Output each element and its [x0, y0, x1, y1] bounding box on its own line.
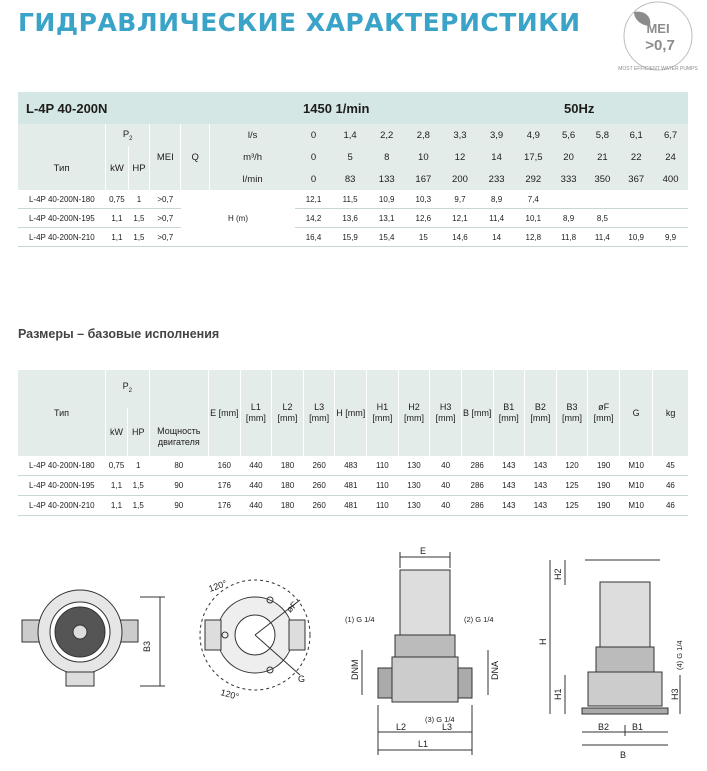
dims-col-hp: HP — [127, 408, 149, 456]
table-cell: 13,1 — [368, 209, 405, 228]
table-cell: 286 — [461, 476, 493, 496]
table-cell: 481 — [335, 496, 367, 516]
table-cell: 130 — [398, 476, 430, 496]
dims-col-b: B [mm] — [461, 370, 493, 456]
m3h-value: 5 — [332, 146, 369, 168]
table-cell: 176 — [209, 476, 241, 496]
label-g4: (4) G 1/4 — [675, 640, 684, 670]
label-g: G — [298, 674, 306, 684]
table-cell: L-4P 40-200N-210 — [18, 228, 106, 247]
unit-ls: l/s — [209, 124, 295, 146]
ls-value: 6,1 — [619, 124, 653, 146]
dims-col-h3: H3 [mm] — [430, 370, 462, 456]
label-f: øF — [284, 599, 300, 615]
table-cell: 160 — [209, 456, 241, 476]
label-e: E — [420, 546, 427, 556]
table-cell: 260 — [303, 496, 335, 516]
table-cell: 110 — [367, 496, 399, 516]
table-cell: M10 — [619, 456, 652, 476]
col-type: Тип — [18, 124, 106, 190]
table-row — [18, 476, 688, 496]
table-cell: 11,8 — [552, 228, 586, 247]
table-cell: 180 — [272, 456, 304, 476]
pump-front-elevation-drawing — [362, 552, 488, 755]
table-cell: 1,5 — [128, 228, 150, 247]
table-cell: 11,4 — [478, 209, 515, 228]
table-cell: >0,7 — [150, 190, 181, 209]
pump-side-elevation-drawing — [550, 560, 680, 745]
label-h: H — [538, 638, 548, 645]
m3h-value: 17,5 — [515, 146, 552, 168]
table-cell — [552, 190, 586, 209]
table-cell: 12,1 — [295, 190, 332, 209]
table-cell: 15,4 — [368, 228, 405, 247]
table-cell: 143 — [525, 456, 557, 476]
table-cell: 40 — [430, 476, 462, 496]
model-name: L-4P 40-200N — [26, 101, 108, 116]
ls-value: 3,9 — [478, 124, 515, 146]
table-cell: 143 — [493, 496, 525, 516]
label-g1: (1) G 1/4 — [345, 615, 375, 624]
table-cell: >0,7 — [150, 209, 181, 228]
flange-view-drawing — [200, 580, 310, 690]
table-cell: 10,9 — [368, 190, 405, 209]
table-cell: 45 — [653, 456, 688, 476]
table-cell: 80 — [149, 456, 208, 476]
m3h-value: 12 — [442, 146, 479, 168]
label-dnm: DNM — [350, 659, 360, 680]
lmin-value: 83 — [332, 168, 369, 190]
dims-col-l1: L1 [mm] — [240, 370, 272, 456]
dims-col-b3: B3 [mm] — [556, 370, 588, 456]
label-angle1: 120° — [207, 578, 229, 594]
ls-value: 0 — [295, 124, 332, 146]
table-cell: 190 — [588, 496, 620, 516]
label-g3: (3) G 1/4 — [425, 715, 455, 724]
dims-col-h1: H1 [mm] — [367, 370, 399, 456]
head-label: H (m) — [181, 190, 295, 247]
table-cell: 7,4 — [515, 190, 552, 209]
table-cell — [653, 190, 688, 209]
m3h-value: 21 — [586, 146, 620, 168]
dims-col-p2: $P_2$ — [106, 370, 149, 408]
m3h-value: 22 — [619, 146, 653, 168]
lmin-value: 350 — [586, 168, 620, 190]
table-cell: 12,8 — [515, 228, 552, 247]
m3h-value: 8 — [368, 146, 405, 168]
ls-value: 6,7 — [653, 124, 688, 146]
ls-value: 1,4 — [332, 124, 369, 146]
table-cell: 180 — [272, 476, 304, 496]
m3h-value: 14 — [478, 146, 515, 168]
table-cell: 1 — [127, 456, 149, 476]
table-cell: 125 — [556, 496, 588, 516]
table-cell: 90 — [149, 476, 208, 496]
table-cell: 180 — [272, 496, 304, 516]
table-cell: L-4P 40-200N-180 — [18, 190, 106, 209]
table-cell: 8,9 — [552, 209, 586, 228]
table-cell: M10 — [619, 476, 652, 496]
table-cell: 14,2 — [295, 209, 332, 228]
table-row — [18, 209, 688, 228]
lmin-value: 0 — [295, 168, 332, 190]
table-cell: 1,1 — [106, 228, 129, 247]
col-kw: kW — [106, 146, 129, 190]
label-b2: B2 — [598, 722, 610, 732]
ls-value: 3,3 — [442, 124, 479, 146]
label-h2: H2 — [553, 568, 563, 580]
table-cell: 130 — [398, 456, 430, 476]
lmin-value: 200 — [442, 168, 479, 190]
table-cell: 1,1 — [106, 476, 128, 496]
mei-badge — [608, 0, 700, 76]
lmin-value: 167 — [405, 168, 442, 190]
page-title: ГИДРАВЛИЧЕСКИЕ ХАРАКТЕРИСТИКИ — [18, 8, 581, 37]
ls-value: 2,2 — [368, 124, 405, 146]
table-cell: 143 — [493, 456, 525, 476]
label-l1: L1 — [418, 739, 429, 749]
dims-col-g: G — [619, 370, 652, 456]
col-hp: HP — [128, 146, 150, 190]
table-cell: 11,4 — [586, 228, 620, 247]
table-cell: 143 — [493, 476, 525, 496]
dims-col-h2: H2 [mm] — [398, 370, 430, 456]
table-row — [18, 496, 688, 516]
table-cell: 440 — [240, 456, 272, 476]
table-cell: 260 — [303, 456, 335, 476]
ls-value: 2,8 — [405, 124, 442, 146]
table-cell: 1,1 — [106, 496, 128, 516]
table-cell: 8,5 — [586, 209, 620, 228]
dims-col-type: Тип — [18, 370, 106, 456]
table-cell: 90 — [149, 496, 208, 516]
table-cell: 1,5 — [127, 496, 149, 516]
table-cell: M10 — [619, 496, 652, 516]
dimensions-title: Размеры – базовые исполнения — [18, 327, 220, 341]
pump-top-view-drawing — [22, 590, 165, 686]
table-cell: 13,6 — [332, 209, 369, 228]
table-cell: 12,6 — [405, 209, 442, 228]
dims-col-b2: B2 [mm] — [525, 370, 557, 456]
table-row — [18, 190, 688, 209]
table-cell: 176 — [209, 496, 241, 516]
table-cell: 440 — [240, 496, 272, 516]
table-cell: 286 — [461, 456, 493, 476]
table-cell: 1,5 — [128, 209, 150, 228]
table-cell: 125 — [556, 476, 588, 496]
table-cell: 46 — [653, 496, 688, 516]
label-dna: DNA — [490, 660, 500, 680]
table-cell: 483 — [335, 456, 367, 476]
svg-text:MEI: MEI — [646, 21, 670, 36]
table-cell: 0,75 — [106, 190, 129, 209]
dimension-drawings — [0, 540, 707, 771]
table-cell: 190 — [588, 456, 620, 476]
table-cell: 1,1 — [106, 209, 129, 228]
table-cell: 260 — [303, 476, 335, 496]
table-cell: 16,4 — [295, 228, 332, 247]
unit-lmin: l/min — [209, 168, 295, 190]
label-b: B — [620, 750, 627, 760]
ls-value: 4,9 — [515, 124, 552, 146]
dimensions-table — [18, 370, 688, 516]
table-cell: 15 — [405, 228, 442, 247]
table-cell: 10,1 — [515, 209, 552, 228]
label-h3: H3 — [670, 688, 680, 700]
col-p2: $P_2$ — [106, 124, 150, 146]
label-b1: B1 — [632, 722, 644, 732]
table-cell: 12,1 — [442, 209, 479, 228]
svg-text:MOST EFFICIENT WATER PUMPS: MOST EFFICIENT WATER PUMPS — [618, 66, 698, 72]
table-cell: 190 — [588, 476, 620, 496]
table-cell: 8,9 — [478, 190, 515, 209]
table-cell: L-4P 40-200N-195 — [18, 209, 106, 228]
dims-col-l3: L3 [mm] — [303, 370, 335, 456]
m3h-value: 0 — [295, 146, 332, 168]
table-cell: 143 — [525, 496, 557, 516]
label-angle2: 120° — [219, 687, 241, 702]
lmin-value: 367 — [619, 168, 653, 190]
dims-col-l2: L2 [mm] — [272, 370, 304, 456]
performance-header-band — [18, 92, 688, 124]
lmin-value: 292 — [515, 168, 552, 190]
dims-col-power: Мощность двигателя — [149, 370, 208, 456]
performance-table — [18, 124, 688, 247]
table-cell: 46 — [653, 476, 688, 496]
table-cell: 40 — [430, 496, 462, 516]
svg-text:>0,7: >0,7 — [645, 37, 675, 54]
m3h-value: 10 — [405, 146, 442, 168]
dims-col-f: øF [mm] — [588, 370, 620, 456]
table-cell — [653, 209, 688, 228]
table-row — [18, 456, 688, 476]
label-l2: L2 — [396, 722, 407, 732]
table-cell: L-4P 40-200N-210 — [18, 496, 106, 516]
lmin-value: 333 — [552, 168, 586, 190]
label-h1: H1 — [553, 688, 563, 700]
table-cell: 15,9 — [332, 228, 369, 247]
table-cell: 481 — [335, 476, 367, 496]
table-cell: >0,7 — [150, 228, 181, 247]
table-cell: 10,3 — [405, 190, 442, 209]
table-cell — [586, 190, 620, 209]
table-cell: 120 — [556, 456, 588, 476]
label-g2: (2) G 1/4 — [464, 615, 494, 624]
lmin-value: 133 — [368, 168, 405, 190]
table-cell: 110 — [367, 456, 399, 476]
col-mei: MEI — [150, 124, 181, 190]
m3h-value: 20 — [552, 146, 586, 168]
speed-label: 1450 1/min — [303, 101, 370, 116]
table-cell — [619, 209, 653, 228]
unit-m3h: m³/h — [209, 146, 295, 168]
dims-col-kw: kW — [106, 408, 128, 456]
m3h-value: 24 — [653, 146, 688, 168]
table-cell: 143 — [525, 476, 557, 496]
table-cell: L-4P 40-200N-195 — [18, 476, 106, 496]
table-cell: 286 — [461, 496, 493, 516]
table-cell: 130 — [398, 496, 430, 516]
table-cell: 10,9 — [619, 228, 653, 247]
lmin-value: 400 — [653, 168, 688, 190]
table-cell: 1 — [128, 190, 150, 209]
col-q: Q — [181, 124, 210, 190]
label-b3: B3 — [142, 640, 152, 652]
dims-col-h: H [mm] — [335, 370, 367, 456]
dims-col-b1: B1 [mm] — [493, 370, 525, 456]
table-cell: 1,5 — [127, 476, 149, 496]
lmin-value: 233 — [478, 168, 515, 190]
table-cell: 11,5 — [332, 190, 369, 209]
table-cell: 9,7 — [442, 190, 479, 209]
dims-col-e: E [mm] — [209, 370, 241, 456]
table-cell: 14,6 — [442, 228, 479, 247]
ls-value: 5,8 — [586, 124, 620, 146]
table-cell: L-4P 40-200N-180 — [18, 456, 106, 476]
table-cell: 110 — [367, 476, 399, 496]
label-l3: L3 — [442, 722, 453, 732]
table-cell — [619, 190, 653, 209]
table-cell: 9,9 — [653, 228, 688, 247]
table-cell: 40 — [430, 456, 462, 476]
table-cell: 14 — [478, 228, 515, 247]
dims-col-kg: kg — [653, 370, 688, 456]
table-row — [18, 228, 688, 247]
table-cell: 0,75 — [106, 456, 128, 476]
table-cell: 440 — [240, 476, 272, 496]
frequency-label: 50Hz — [564, 101, 595, 116]
ls-value: 5,6 — [552, 124, 586, 146]
